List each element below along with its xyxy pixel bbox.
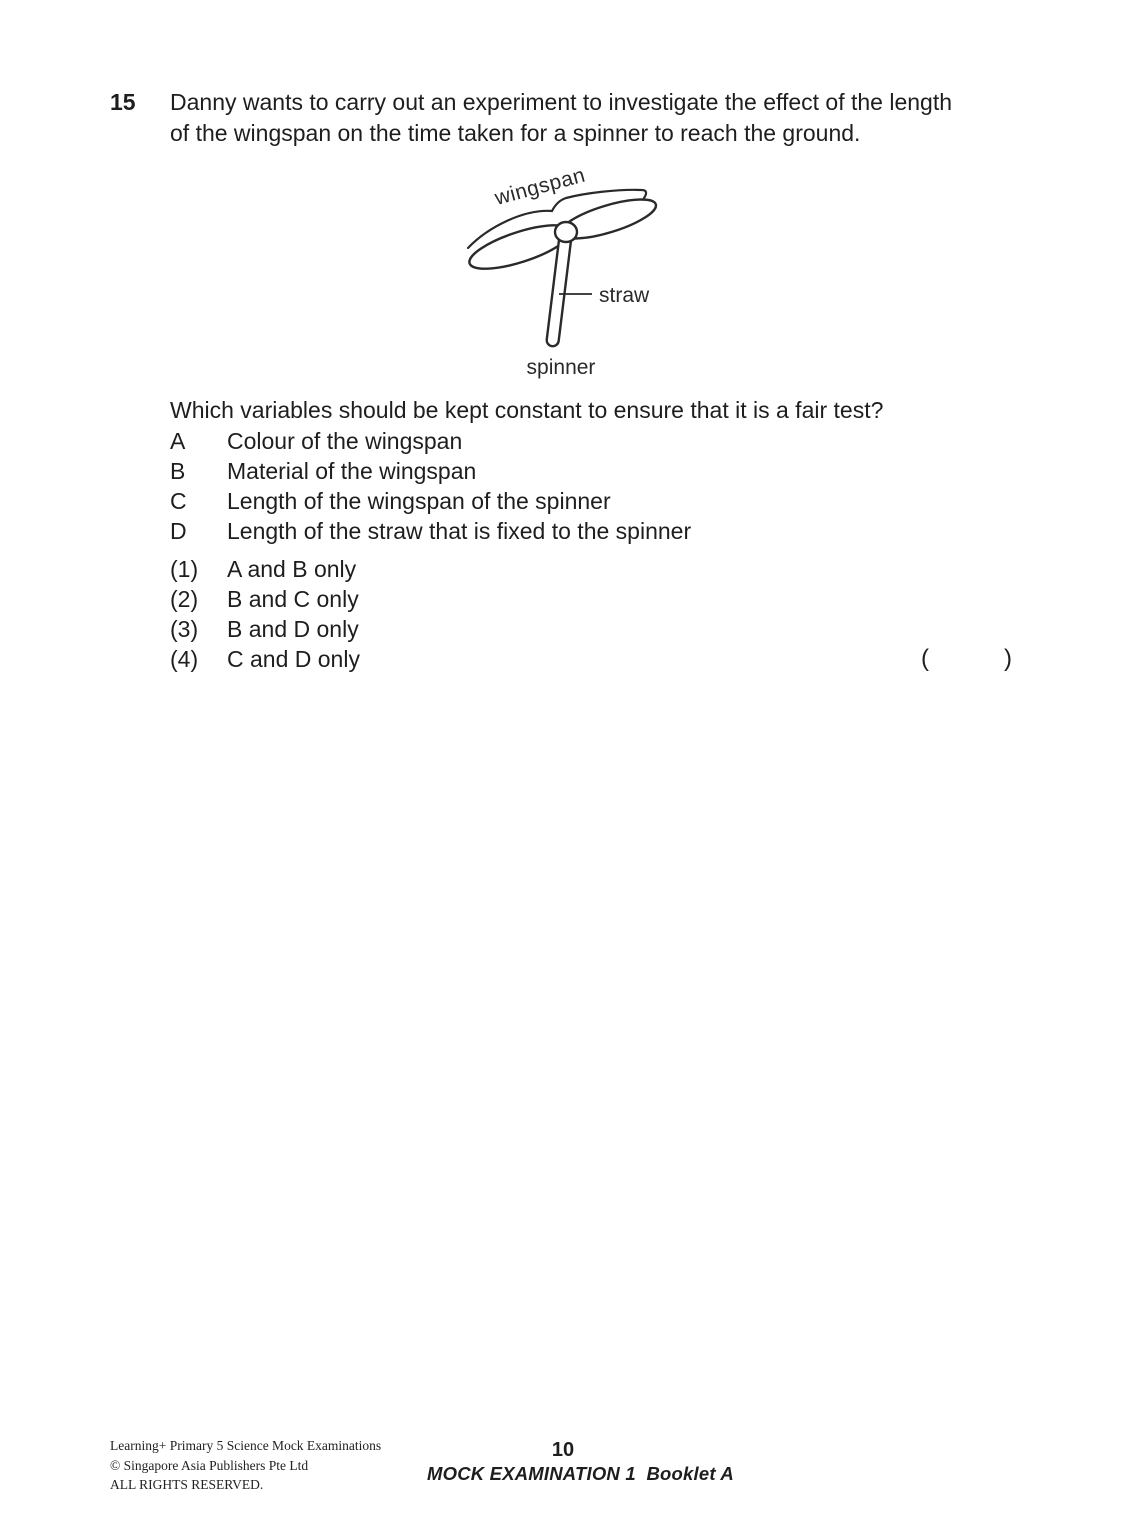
choice-number-2: (2): [170, 586, 199, 612]
statement-letter-c: C: [170, 488, 187, 514]
choice-number-1: (1): [170, 556, 199, 582]
publisher-imprint: [110, 1436, 381, 1495]
statement-row-a: [170, 426, 691, 456]
answer-bracket-close: ): [1004, 645, 1012, 672]
page-number: 10: [551, 1439, 575, 1461]
wingspan-label: wingspan: [492, 163, 588, 210]
footer-center: [427, 1438, 734, 1486]
statement-text-c: Length of the wingspan of the spinner: [227, 488, 611, 514]
question-number: 15: [110, 89, 136, 115]
straw-label: straw: [599, 284, 650, 307]
diagram-caption: spinner: [526, 356, 596, 379]
choice-list: [170, 554, 360, 674]
imprint-line-2: © Singapore Asia Publishers Pte Ltd: [110, 1457, 309, 1473]
statement-text-a: Colour of the wingspan: [227, 428, 463, 454]
choice-row-4: [170, 644, 360, 674]
statement-text-b: Material of the wingspan: [227, 458, 477, 484]
statement-letter-b: B: [170, 458, 186, 484]
spinner-diagram: [420, 155, 740, 393]
choice-row-2: [170, 584, 360, 614]
question-prompt: Which variables should be kept constant to ensure that it is a fair test?: [170, 397, 884, 423]
booklet-title: MOCK EXAMINATION 1 Booklet A: [427, 1463, 734, 1484]
statement-list: [170, 426, 691, 546]
choice-text-1: A and B only: [227, 556, 357, 582]
statement-text-d: Length of the straw that is fixed to the spinner: [227, 518, 692, 544]
choice-number-3: (3): [170, 616, 199, 642]
question-stem: [170, 87, 1050, 149]
choice-text-3: B and D only: [227, 616, 359, 642]
choice-row-1: [170, 554, 360, 584]
statement-row-b: [170, 456, 691, 486]
statement-row-c: [170, 486, 691, 516]
statement-row-d: [170, 516, 691, 546]
spinner-hub: [555, 222, 577, 242]
choice-number-4: (4): [170, 646, 199, 672]
question-stem-line-1: Danny wants to carry out an experiment to investigate the effect of the length: [170, 89, 953, 115]
imprint-line-3: ALL RIGHTS RESERVED.: [110, 1477, 264, 1492]
choice-row-3: [170, 614, 360, 644]
answer-bracket-open: (: [921, 645, 929, 672]
statement-letter-a: A: [170, 428, 186, 454]
choice-text-2: B and C only: [227, 586, 359, 612]
question-stem-line-2: of the wingspan on the time taken for a spinner to reach the ground.: [170, 120, 861, 146]
imprint-line-1: Learning+ Primary 5 Science Mock Examinations: [110, 1438, 382, 1453]
choice-text-4: C and D only: [227, 646, 360, 672]
statement-letter-d: D: [170, 518, 187, 544]
